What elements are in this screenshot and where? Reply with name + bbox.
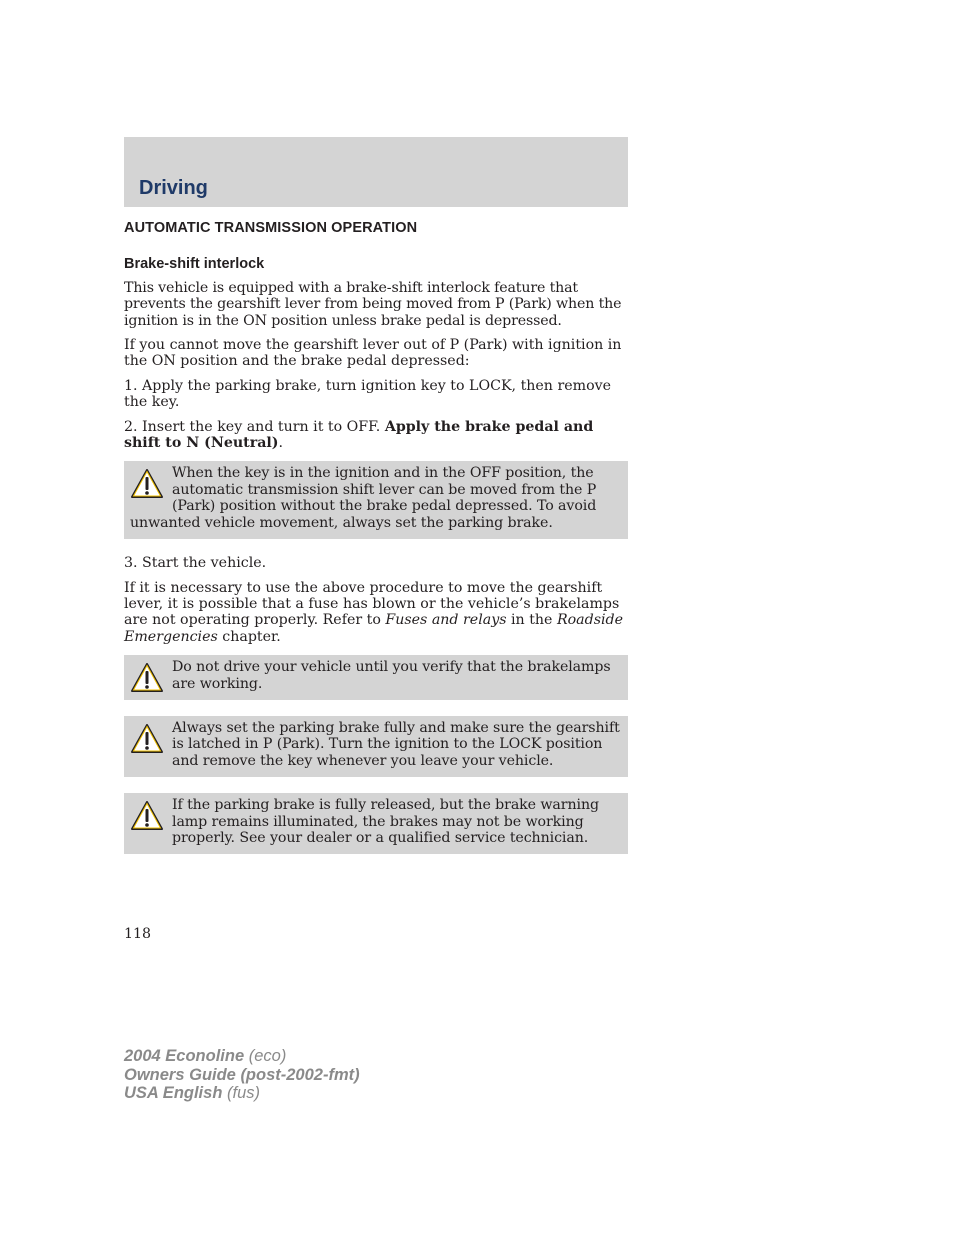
warning-triangle-icon [130,800,164,832]
section-title: Driving [139,177,208,199]
footer-language-code: (fus) [222,1084,260,1102]
step-2-text: 2. Insert the key and turn it to OFF. [124,418,385,435]
warning-triangle-icon [130,662,164,694]
warning-box-parking-brake [124,716,628,777]
footer-line-3 [124,1084,360,1103]
warning-box-brake-lamp [124,793,628,854]
footer-model: 2004 Econoline [124,1047,245,1065]
document-footer [124,1047,360,1103]
footer-guide: Owners Guide (post-2002-fmt) [124,1065,360,1084]
step-2 [124,419,628,452]
warning-text: When the key is in the ignition and in the OFF position, the automatic transmission shift lever can be moved from the P (Park) position without the brake pedal depressed. To avoid unwanted vehicle movement, always set the parking brake. [130,465,597,531]
fuse-note-mid: in the [506,612,557,629]
roadside-emergencies-ref: Roadside Emergencies [124,612,624,645]
main-heading: AUTOMATIC TRANSMISSION OPERATION [124,220,418,236]
paragraph-cannot-move: If you cannot move the gearshift lever out of P (Park) with ignition in the ON position and the brake pedal depressed: [124,337,622,370]
step-2-bold-text: Apply the brake pedal and shift to N (Neutral) [124,418,594,452]
warning-box-key-off [124,461,628,539]
paragraph-interlock-description: This vehicle is equipped with a brake-shift interlock feature that prevents the gearshift lever from being moved from P (Park) when the ignition is in the ON position unless brake pedal is depressed. [124,279,622,329]
footer-model-code: (eco) [244,1047,287,1065]
warning-text: Always set the parking brake fully and make sure the gearshift is latched in P (Park). Turn the ignition to the LOCK position and remove the key whenever you leave your vehicle. [172,719,620,769]
footer-line-2 [124,1066,360,1085]
warning-triangle-icon [130,468,164,500]
page-content [124,220,628,870]
step-2-suffix: . [278,435,284,452]
warning-text: Do not drive your vehicle until you verify that the brakelamps are working. [172,659,611,692]
footer-language: USA English [124,1084,223,1102]
step-3: 3. Start the vehicle. [124,555,267,572]
warning-box-brakelamps [124,655,628,700]
fuse-note-suffix: chapter. [217,628,281,645]
page-number: 118 [124,926,152,942]
warning-triangle-icon [130,723,164,755]
paragraph-fuse-note [124,580,628,646]
fuse-note-text: If it is necessary to use the above procedure to move the gearshift lever, it is possible that a fuse has blown or the vehicle’s brakelamps are not operating properly. Refer to [124,579,620,629]
section-header-band [124,137,628,207]
fuses-relays-ref: Fuses and relays [385,612,507,629]
sub-heading: Brake-shift interlock [124,256,265,273]
footer-line-1 [124,1047,360,1066]
warning-text: If the parking brake is fully released, but the brake warning lamp remains illuminated, the brakes may not be working properly. See your dealer or a qualified service technician. [172,797,599,846]
step-1: 1. Apply the parking brake, turn ignition key to LOCK, then remove the key. [124,377,612,411]
